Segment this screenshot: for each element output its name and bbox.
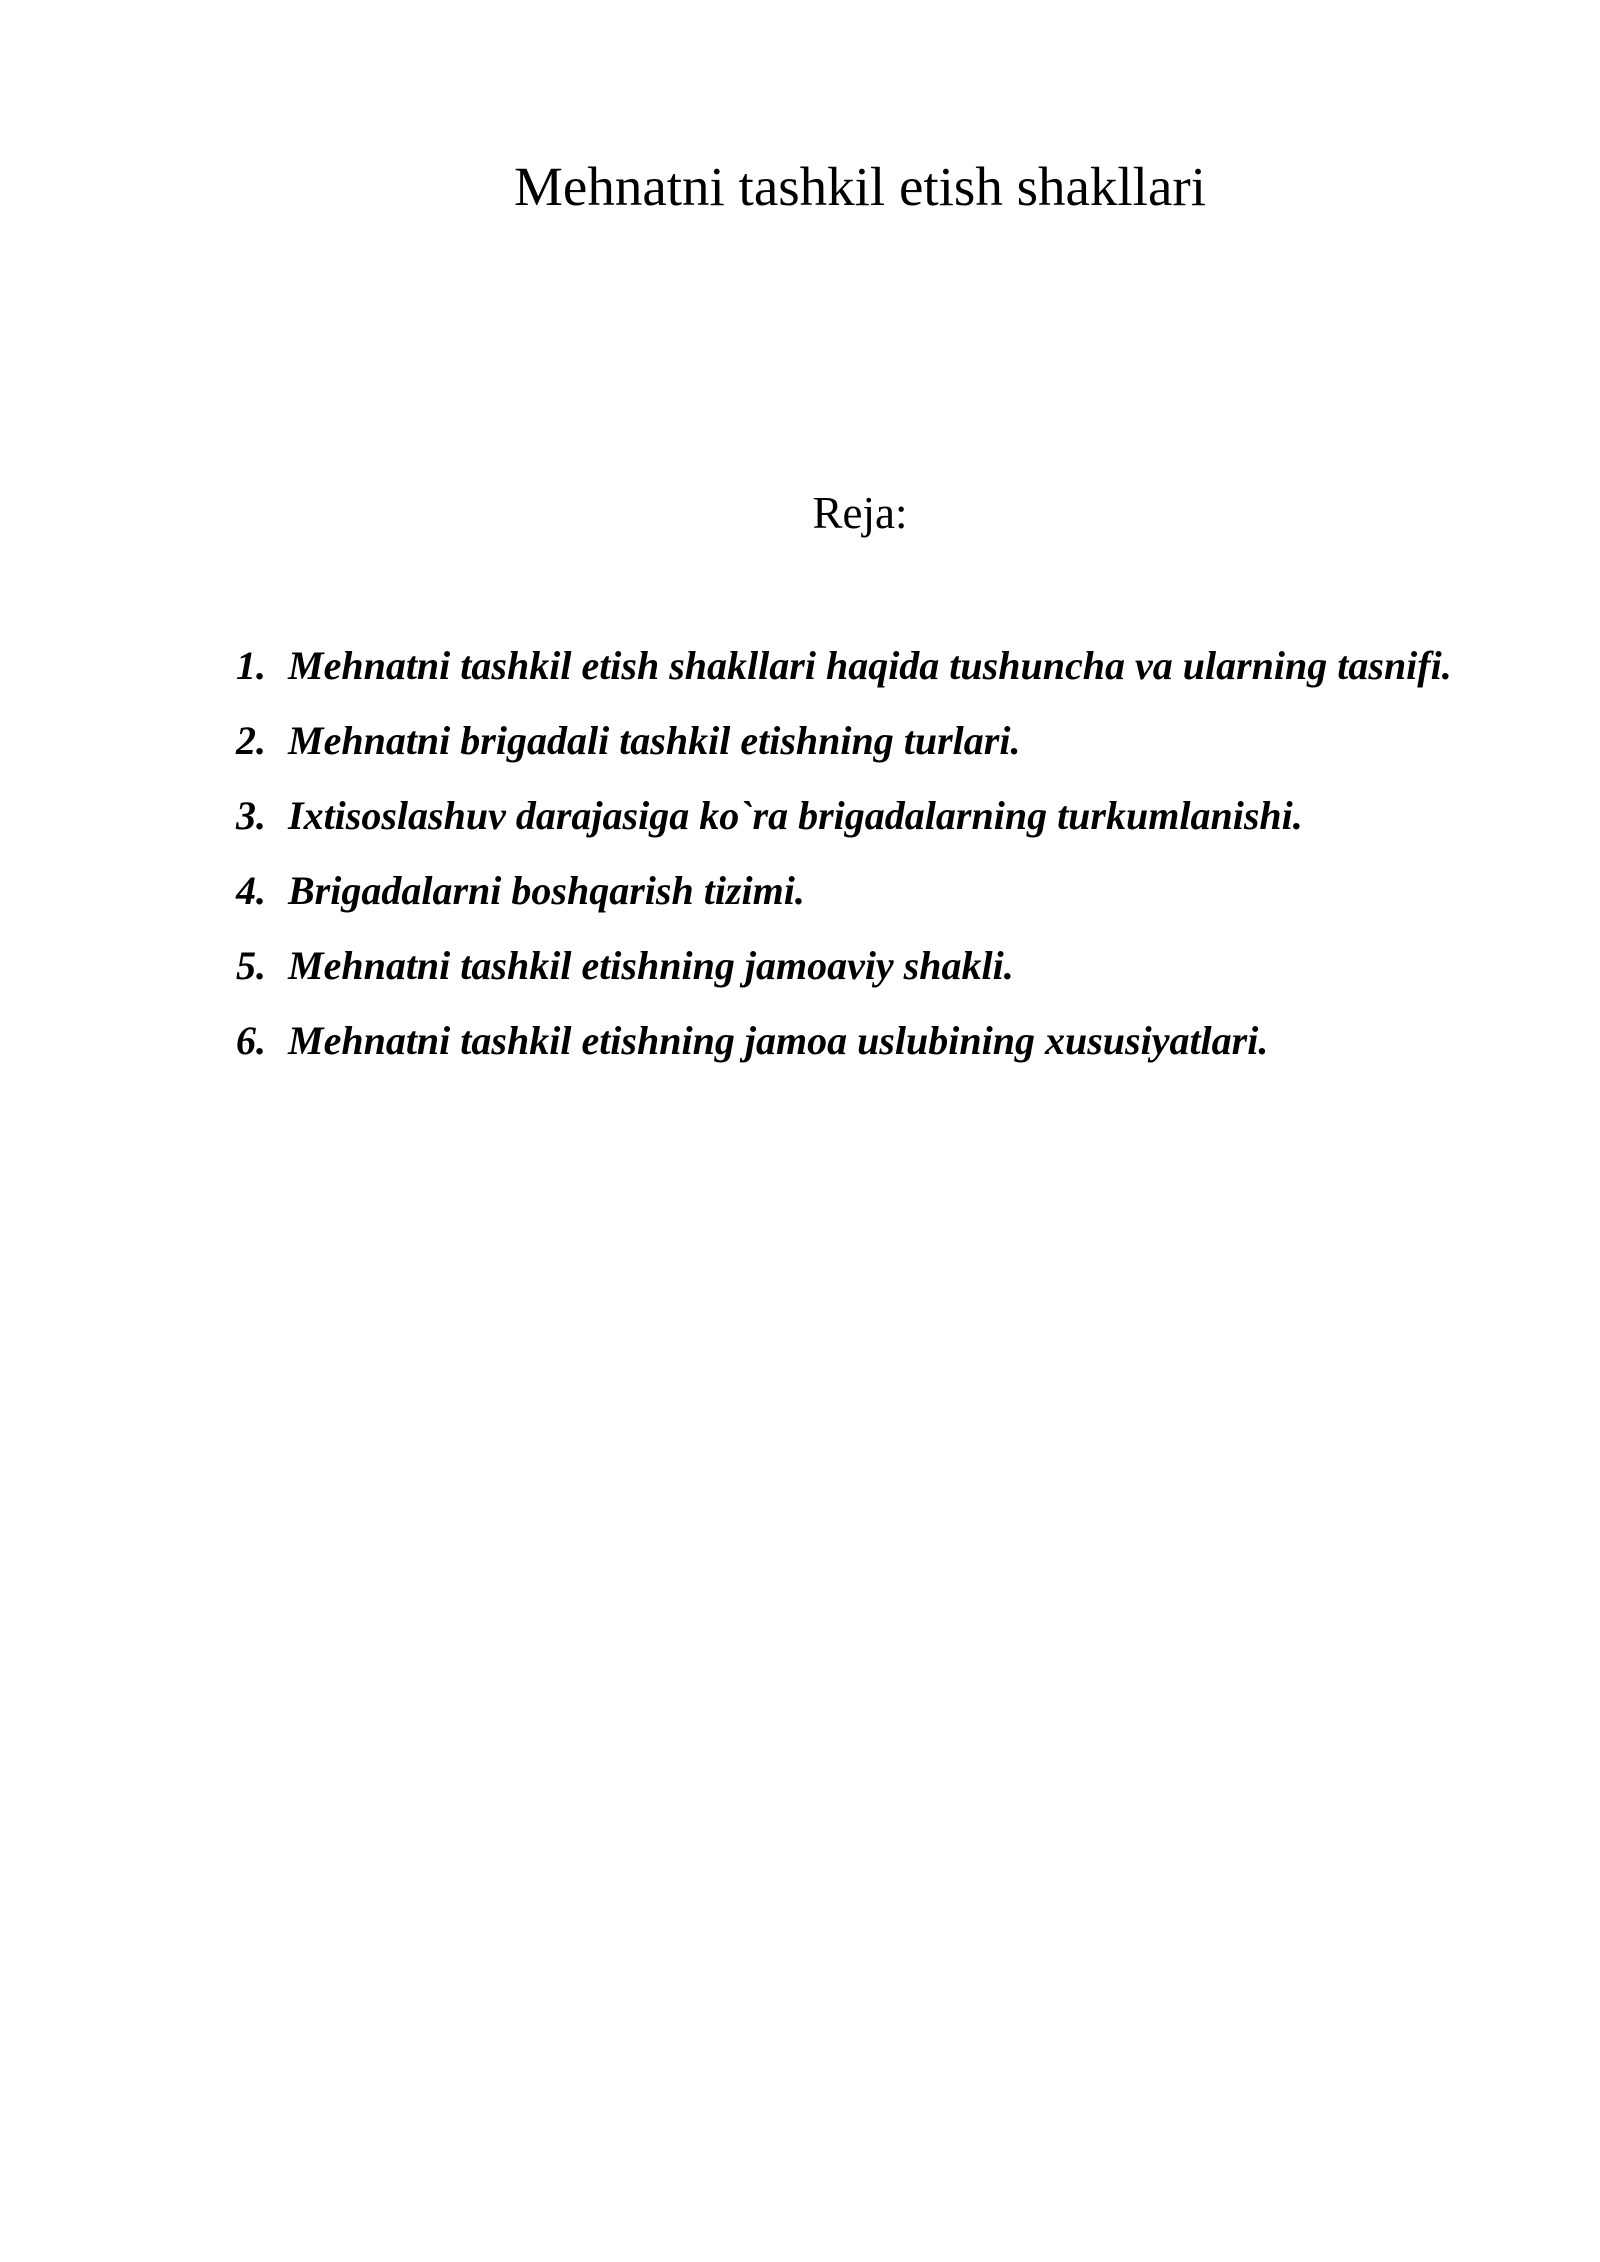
plan-item-number: 6. xyxy=(236,1018,266,1063)
plan-item xyxy=(236,1003,1492,1078)
plan-item-text: Mehnatni tashkil etishning jamoaviy shakli. xyxy=(288,943,1014,988)
plan-item-text: Ixtisoslashuv darajasiga ko`ra brigadalarning turkumlanishi. xyxy=(288,793,1303,838)
document-title: Mehnatni tashkil etish shakllari xyxy=(514,156,1206,217)
plan-item xyxy=(236,778,1492,853)
plan-item-text: Brigadalarni boshqarish tizimi. xyxy=(288,868,805,913)
plan-list xyxy=(236,628,1492,1078)
plan-item xyxy=(236,628,1492,703)
plan-item-text: Mehnatni brigadali tashkil etishning turlari. xyxy=(288,718,1021,763)
plan-item-number: 4. xyxy=(236,868,266,913)
plan-item-number: 3. xyxy=(236,793,266,838)
plan-item xyxy=(236,703,1492,778)
plan-item-number: 1. xyxy=(236,643,266,688)
plan-item-text: Mehnatni tashkil etish shakllari haqida tushuncha va ularning tasnifi. xyxy=(288,643,1452,688)
plan-item-number: 5. xyxy=(236,943,266,988)
plan-item xyxy=(236,928,1492,1003)
plan-item-number: 2. xyxy=(236,718,266,763)
plan-item-text: Mehnatni tashkil etishning jamoa uslubining xususiyatlari. xyxy=(288,1018,1269,1063)
plan-item xyxy=(236,853,1492,928)
plan-heading: Reja: xyxy=(812,488,908,538)
